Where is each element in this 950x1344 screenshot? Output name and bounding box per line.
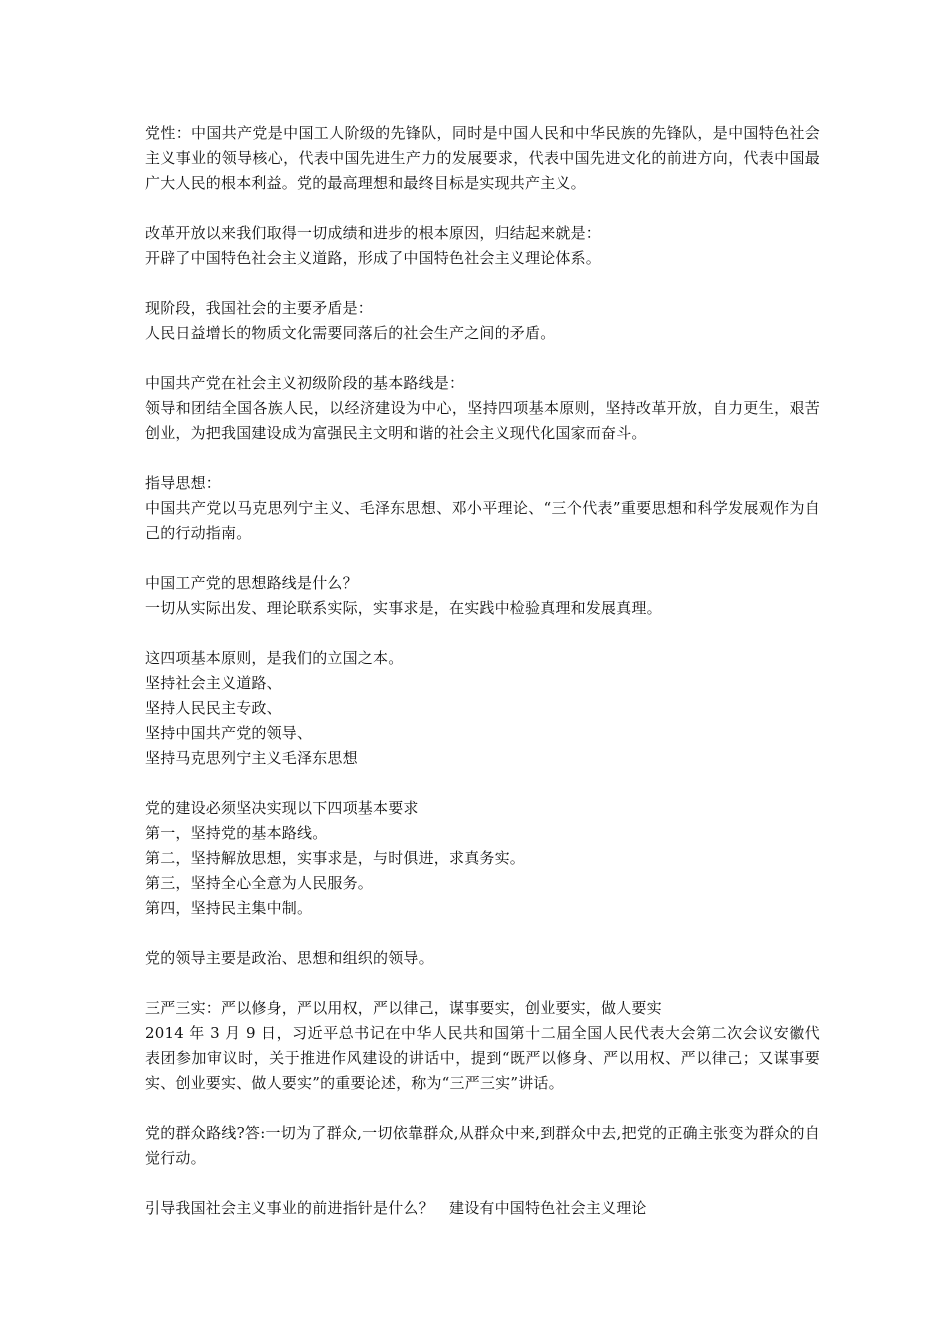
list-item: 第三，坚持全心全意为人民服务。 (145, 874, 374, 892)
paragraph-question: 中国共产党在社会主义初级阶段的基本路线是： (145, 374, 465, 392)
paragraph-question: 改革开放以来我们取得一切成绩和进步的根本原因，归结起来就是： (145, 224, 602, 242)
paragraph-mass-line (145, 1121, 820, 1171)
document-body (145, 121, 820, 1221)
paragraph-answer: 领导和团结全国各族人民，以经济建设为中心，坚持四项基本原则，坚持改革开放，自力更生，艰苦创业，为把我国建设成为富强民主文明和谐的社会主义现代化国家而奋斗。 (145, 399, 820, 442)
paragraph-answer: 中国共产党以马克思列宁主义、毛泽东思想、邓小平理论、“三个代表”重要思想和科学发展观作为自己的行动指南。 (145, 499, 820, 542)
paragraph-party-leadership (145, 946, 820, 971)
paragraph-three-stricts (145, 996, 820, 1096)
paragraph-four-principles (145, 646, 820, 771)
paragraph-question: 中国工产党的思想路线是什么？ (145, 574, 358, 592)
paragraph-heading: 三严三实：严以修身，严以用权，严以律己，谋事要实，创业要实，做人要实 (145, 999, 662, 1017)
list-item: 第二，坚持解放思想，实事求是，与时俱进，求真务实。 (145, 849, 526, 867)
paragraph-answer: 一切从实际出发、理论联系实际，实事求是，在实践中检验真理和发展真理。 (145, 599, 662, 617)
paragraph-text: 引导我国社会主义事业的前进指针是什么？ 建设有中国特色社会主义理论 (145, 1199, 647, 1217)
paragraph-answer: 人民日益增长的物质文化需要同落后的社会生产之间的矛盾。 (145, 324, 556, 342)
paragraph-four-requirements (145, 796, 820, 921)
paragraph-question: 指导思想： (145, 474, 222, 492)
paragraph-text: 党的群众路线?答:一切为了群众,一切依靠群众,从群众中来,到群众中去,把党的正确主张变为群众的自觉行动。 (145, 1124, 820, 1167)
paragraph-reform-reason (145, 221, 820, 271)
list-item: 坚持中国共产党的领导、 (145, 724, 313, 742)
paragraph-answer: 开辟了中国特色社会主义道路，形成了中国特色社会主义理论体系。 (145, 249, 602, 267)
list-item: 坚持人民民主专政、 (145, 699, 282, 717)
paragraph-text: 2014 年 3 月 9 日，习近平总书记在中华人民共和国第十二届全国人民代表大会第二次会议安徽代表团参加审议时，关于推进作风建设的讲话中，提到“既严以修身、严以用权、严以律己；又谋事要实、创业要实、做人要实”的重要论述，称为“三严三实”讲话。 (145, 1024, 820, 1092)
list-item: 坚持马克思列宁主义毛泽东思想 (145, 749, 358, 767)
paragraph-guiding-compass (145, 1196, 820, 1221)
paragraph-heading: 党的建设必须坚决实现以下四项基本要求 (145, 799, 419, 817)
paragraph-party-nature (145, 121, 820, 196)
paragraph-main-contradiction (145, 296, 820, 346)
paragraph-text: 党性：中国共产党是中国工人阶级的先锋队，同时是中国人民和中华民族的先锋队，是中国特色社会主义事业的领导核心，代表中国先进生产力的发展要求，代表中国先进文化的前进方向，代表中国最广大人民的根本利益。党的最高理想和最终目标是实现共产主义。 (145, 124, 820, 192)
paragraph-text: 党的领导主要是政治、思想和组织的领导。 (145, 949, 434, 967)
paragraph-guiding-thought (145, 471, 820, 546)
list-item: 第四，坚持民主集中制。 (145, 899, 313, 917)
paragraph-heading: 这四项基本原则，是我们的立国之本。 (145, 649, 404, 667)
list-item: 第一，坚持党的基本路线。 (145, 824, 328, 842)
list-item: 坚持社会主义道路、 (145, 674, 282, 692)
paragraph-basic-line (145, 371, 820, 446)
paragraph-question: 现阶段，我国社会的主要矛盾是： (145, 299, 374, 317)
paragraph-ideological-line (145, 571, 820, 621)
